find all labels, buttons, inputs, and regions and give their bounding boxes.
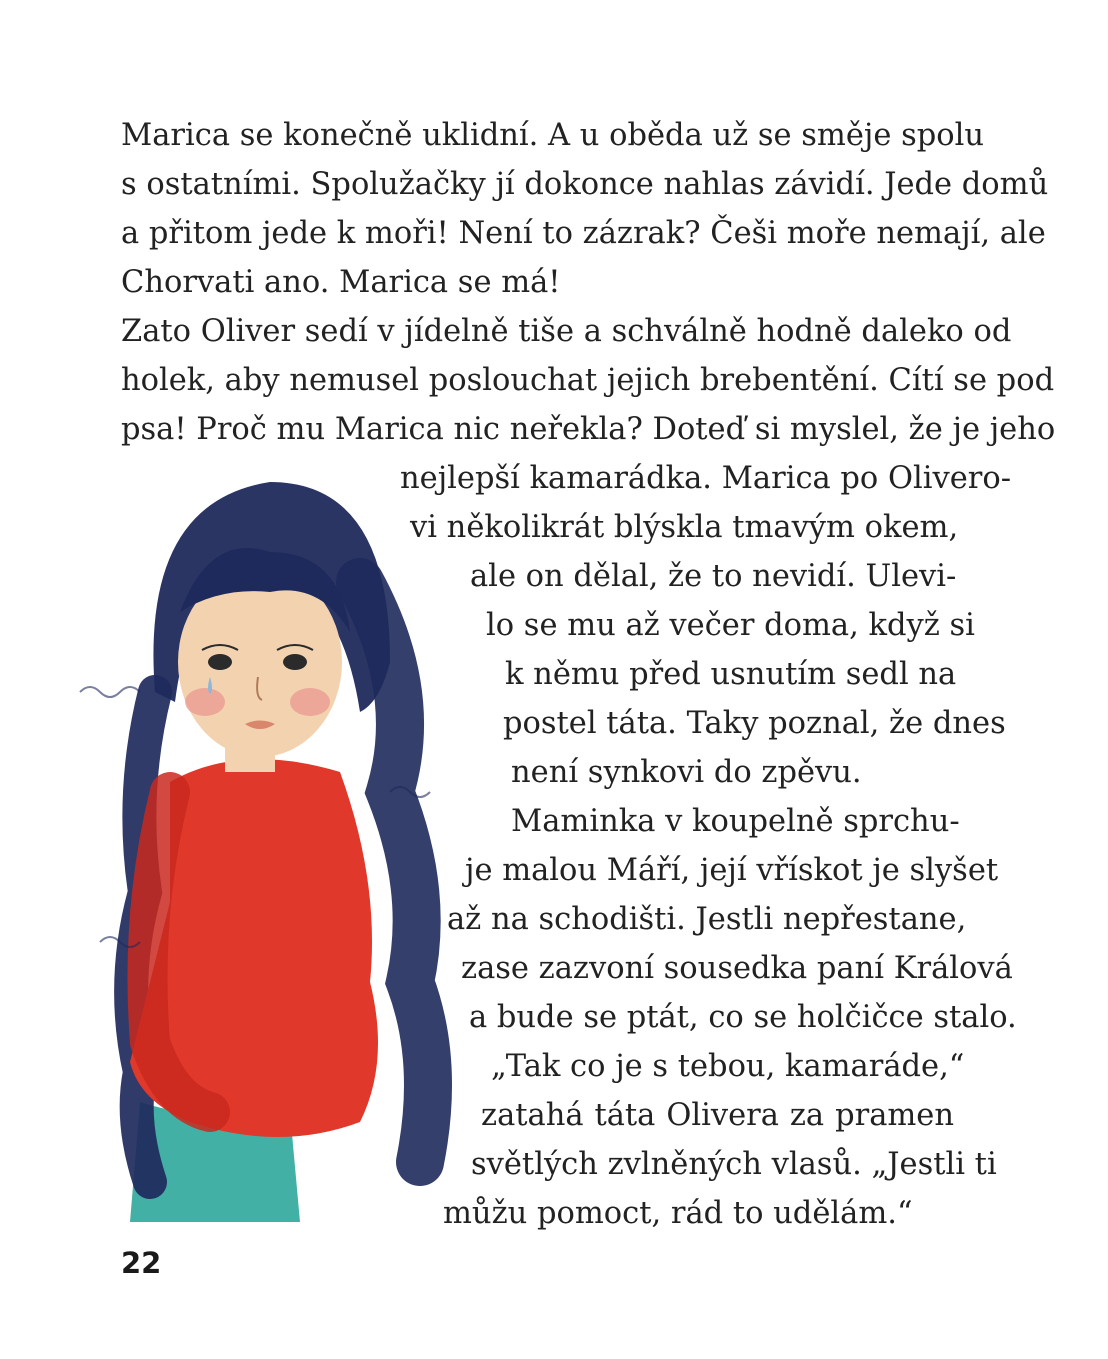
- text-line-21: zatahá táta Olivera za pramen: [481, 1098, 954, 1133]
- text-line-10: ale on dělal, že to nevidí. Ulevi-: [470, 559, 957, 594]
- text-line-11: lo se mu až večer doma, když si: [486, 608, 975, 643]
- text-line-6: holek, aby nemusel poslouchat jejich brebentění. Cítí se pod: [121, 363, 1055, 398]
- text-line-16: je malou Máří, její vřískot je slyšet: [465, 853, 999, 888]
- text-line-23: můžu pomoct, rád to udělám.“: [443, 1196, 913, 1231]
- text-line-22: světlých zvlněných vlasů. „Jestli ti: [471, 1147, 997, 1182]
- text-line-17: až na schodišti. Jestli nepřestane,: [447, 902, 967, 937]
- text-line-13: postel táta. Taky poznal, že dnes: [503, 706, 1006, 741]
- text-line-12: k němu před usnutím sedl na: [505, 657, 957, 692]
- text-line-19: a bude se ptát, co se holčičce stalo.: [469, 1000, 1017, 1035]
- text-line-5: Zato Oliver sedí v jídelně tiše a schválně hodně daleko od: [121, 314, 1012, 349]
- text-line-9: vi několikrát blýskla tmavým okem,: [410, 510, 959, 545]
- text-line-18: zase zazvoní sousedka paní Králová: [461, 951, 1013, 986]
- text-line-2: s ostatními. Spolužačky jí dokonce nahlas závidí. Jede domů: [121, 167, 1049, 202]
- text-line-4: Chorvati ano. Marica se má!: [121, 265, 561, 300]
- text-line-7: psa! Proč mu Marica nic neřekla? Doteď si myslel, že je jeho: [121, 412, 1056, 447]
- text-line-8: nejlepší kamarádka. Marica po Olivero-: [400, 461, 1012, 496]
- page-number: 22: [121, 1246, 162, 1280]
- girl-illustration: [60, 462, 480, 1222]
- text-line-3: a přitom jede k moři! Není to zázrak? Češi moře nemají, ale: [121, 216, 1046, 251]
- text-line-14: není synkovi do zpěvu.: [511, 755, 862, 790]
- left-eye: [208, 654, 232, 670]
- text-line-1: Marica se konečně uklidní. A u oběda už se směje spolu: [121, 118, 985, 153]
- text-line-20: „Tak co je s tebou, kamaráde,“: [491, 1049, 965, 1084]
- text-line-15: Maminka v koupelně sprchu-: [511, 804, 960, 839]
- right-eye: [283, 654, 307, 670]
